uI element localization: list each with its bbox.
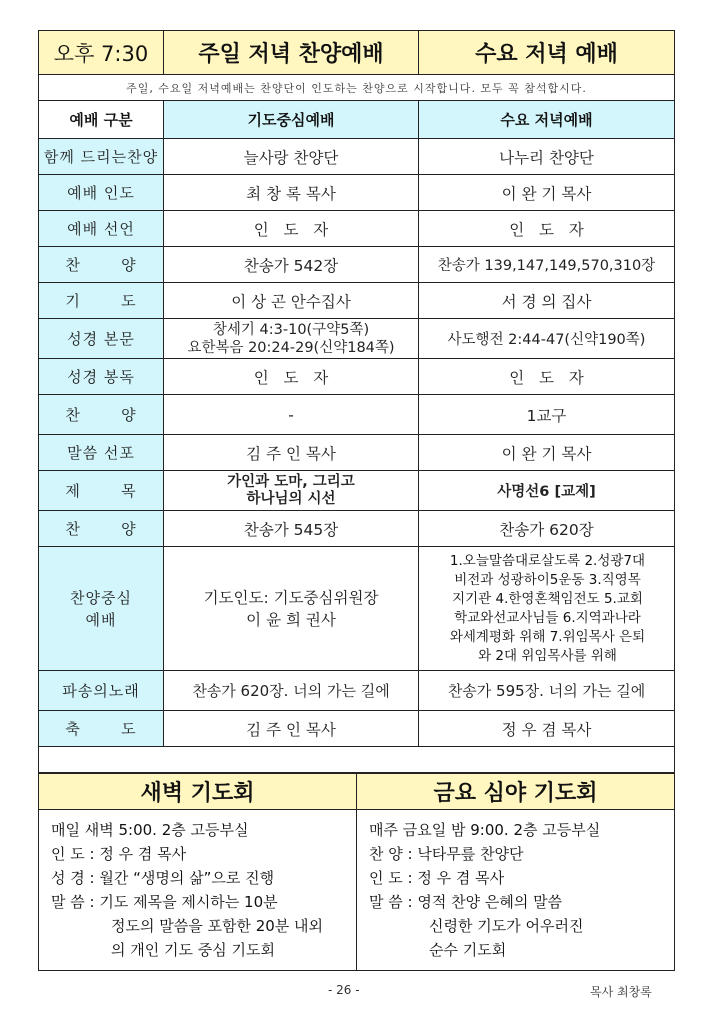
sermon-title-line2: 하나님의 시선 <box>246 490 336 507</box>
table-row <box>39 139 675 175</box>
dawn-line: 말 씀 : 기도 제목을 제시하는 10분 <box>51 893 278 911</box>
row-label: 기 도 <box>39 283 164 319</box>
row-label: 제 목 <box>39 471 164 511</box>
dawn-prayer-details <box>39 810 357 971</box>
wednesday-cell: 찬송가 595장. 너의 가는 길에 <box>419 671 675 711</box>
scripture-nt: 요한복음 20:24-29(신약184쪽) <box>187 339 395 356</box>
notice-text: 주일, 수요일 저녁예배는 찬양단이 인도하는 찬양으로 시작합니다. 모두 꼭 참석합시다. <box>39 75 675 101</box>
wednesday-cell: 찬송가 620장 <box>419 511 675 547</box>
evening-service-table <box>38 30 675 773</box>
table-row <box>39 435 675 471</box>
sermon-title-line1: 가인과 도마, 그리고 <box>227 473 355 490</box>
row-label: 예배 인도 <box>39 175 164 211</box>
sunday-cell: - <box>164 395 419 435</box>
prayer-meetings-body <box>39 810 675 971</box>
wednesday-cell: 이 완 기 목사 <box>419 175 675 211</box>
sunday-cell <box>164 547 419 671</box>
table-row <box>39 395 675 435</box>
wednesday-cell: 정 우 겸 목사 <box>419 711 675 747</box>
row-label-line2: 예배 <box>85 610 117 629</box>
sunday-evening-title: 주일 저녁 찬양예배 <box>164 31 419 75</box>
prayer-topic-line: 비전과 성광하이5운동 3.직영목 <box>454 571 641 588</box>
spacer-row <box>39 747 675 773</box>
wednesday-cell: 찬송가 139,147,149,570,310장 <box>419 247 675 283</box>
column-header-row <box>39 101 675 139</box>
table-row <box>39 319 675 359</box>
sunday-cell: 찬송가 620장. 너의 가는 길에 <box>164 671 419 711</box>
wednesday-cell: 이 완 기 목사 <box>419 435 675 471</box>
prayer-topics-list <box>419 547 675 671</box>
prayer-leader-line2: 이 윤 희 권사 <box>246 610 336 629</box>
table-row <box>39 671 675 711</box>
footer-author: 목사 최창록 <box>590 985 652 999</box>
row-label: 파송의노래 <box>39 671 164 711</box>
wednesday-sermon-title: 사명선6 [교제] <box>419 471 675 511</box>
wednesday-cell: 나누리 찬양단 <box>419 139 675 175</box>
wednesday-evening-title: 수요 저녁 예배 <box>419 31 675 75</box>
bulletin-sheet <box>38 30 674 971</box>
page-number: - 26 - <box>328 983 360 997</box>
wednesday-cell: 서 경 의 집사 <box>419 283 675 319</box>
sermon-title-cell <box>164 471 419 511</box>
row-label: 성경 본문 <box>39 319 164 359</box>
friday-line: 말 씀 : 영적 찬양 은혜의 말씀 <box>369 893 563 911</box>
table-row <box>39 471 675 511</box>
friday-prayer-details <box>357 810 675 971</box>
row-label: 예배 선언 <box>39 211 164 247</box>
row-label: 찬 양 <box>39 395 164 435</box>
friday-line: 인 도 : 정 우 겸 목사 <box>369 869 505 887</box>
row-label: 함께 드리는찬양 <box>39 139 164 175</box>
friday-line: 매주 금요일 밤 9:00. 2층 고등부실 <box>369 821 601 839</box>
column-sunday-header: 기도중심예배 <box>164 101 419 139</box>
column-label-header: 예배 구분 <box>39 101 164 139</box>
prayer-topic-line: 1.오늘말씀대로살도록 2.성광7대 <box>449 552 646 569</box>
row-label <box>39 547 164 671</box>
dawn-line: 인 도 : 정 우 겸 목사 <box>51 845 187 863</box>
prayer-leader-line1: 기도인도: 기도중심위원장 <box>203 588 379 607</box>
row-label: 축 도 <box>39 711 164 747</box>
table-row <box>39 359 675 395</box>
dawn-line: 매일 새벽 5:00. 2층 고등부실 <box>51 821 249 839</box>
sunday-cell: 김 주 인 목사 <box>164 435 419 471</box>
sunday-cell: 찬송가 545장 <box>164 511 419 547</box>
column-wednesday-header: 수요 저녁예배 <box>419 101 675 139</box>
table-row <box>39 283 675 319</box>
sunday-cell: 최 창 록 목사 <box>164 175 419 211</box>
table-row <box>39 547 675 671</box>
wednesday-cell: 인 도 자 <box>419 359 675 395</box>
table-row <box>39 211 675 247</box>
dawn-line: 정도의 말씀을 포함한 20분 내외 <box>111 917 324 935</box>
dawn-line: 성 경 : 월간 “생명의 삶”으로 진행 <box>51 869 275 887</box>
sunday-cell: 이 상 곤 안수집사 <box>164 283 419 319</box>
friday-line: 순수 기도회 <box>429 941 507 959</box>
row-label: 성경 봉독 <box>39 359 164 395</box>
sunday-cell: 인 도 자 <box>164 211 419 247</box>
prayer-topic-line: 와세계평화 위해 7.위임목사 은퇴 <box>449 628 646 645</box>
scripture-ot: 창세기 4:3-10(구약5쪽) <box>212 321 370 338</box>
dawn-line: 의 개인 기도 중심 기도회 <box>111 941 275 959</box>
header-row <box>39 31 675 75</box>
sunday-cell: 인 도 자 <box>164 359 419 395</box>
table-row <box>39 175 675 211</box>
prayer-meetings-table <box>38 773 675 971</box>
friday-prayer-title: 금요 심야 기도회 <box>357 774 675 810</box>
wednesday-cell: 인 도 자 <box>419 211 675 247</box>
sunday-cell: 김 주 인 목사 <box>164 711 419 747</box>
friday-line: 찬 양 : 낙타무릎 찬양단 <box>369 845 524 863</box>
prayer-topic-line: 와 2대 위임목사를 위해 <box>478 647 617 664</box>
friday-line: 신령한 기도가 어우러진 <box>429 917 584 935</box>
wednesday-cell: 1교구 <box>419 395 675 435</box>
row-label: 찬 양 <box>39 511 164 547</box>
notice-row <box>39 75 675 101</box>
prayer-meetings-header <box>39 774 675 810</box>
table-row <box>39 711 675 747</box>
dawn-prayer-title: 새벽 기도회 <box>39 774 357 810</box>
table-row <box>39 247 675 283</box>
row-label: 말씀 선포 <box>39 435 164 471</box>
sunday-cell <box>164 319 419 359</box>
spacer-cell <box>39 747 675 773</box>
service-time: 오후 7:30 <box>39 31 164 75</box>
table-row <box>39 511 675 547</box>
wednesday-cell: 사도행전 2:44-47(신약190쪽) <box>419 319 675 359</box>
sunday-cell: 늘사랑 찬양단 <box>164 139 419 175</box>
prayer-topic-line: 지기관 4.한영혼책임전도 5.교회 <box>452 590 643 607</box>
row-label-line1: 찬양중심 <box>70 588 132 607</box>
row-label: 찬 양 <box>39 247 164 283</box>
sunday-cell: 찬송가 542장 <box>164 247 419 283</box>
prayer-topic-line: 학교와선교사님들 6.지역과나라 <box>454 609 641 626</box>
